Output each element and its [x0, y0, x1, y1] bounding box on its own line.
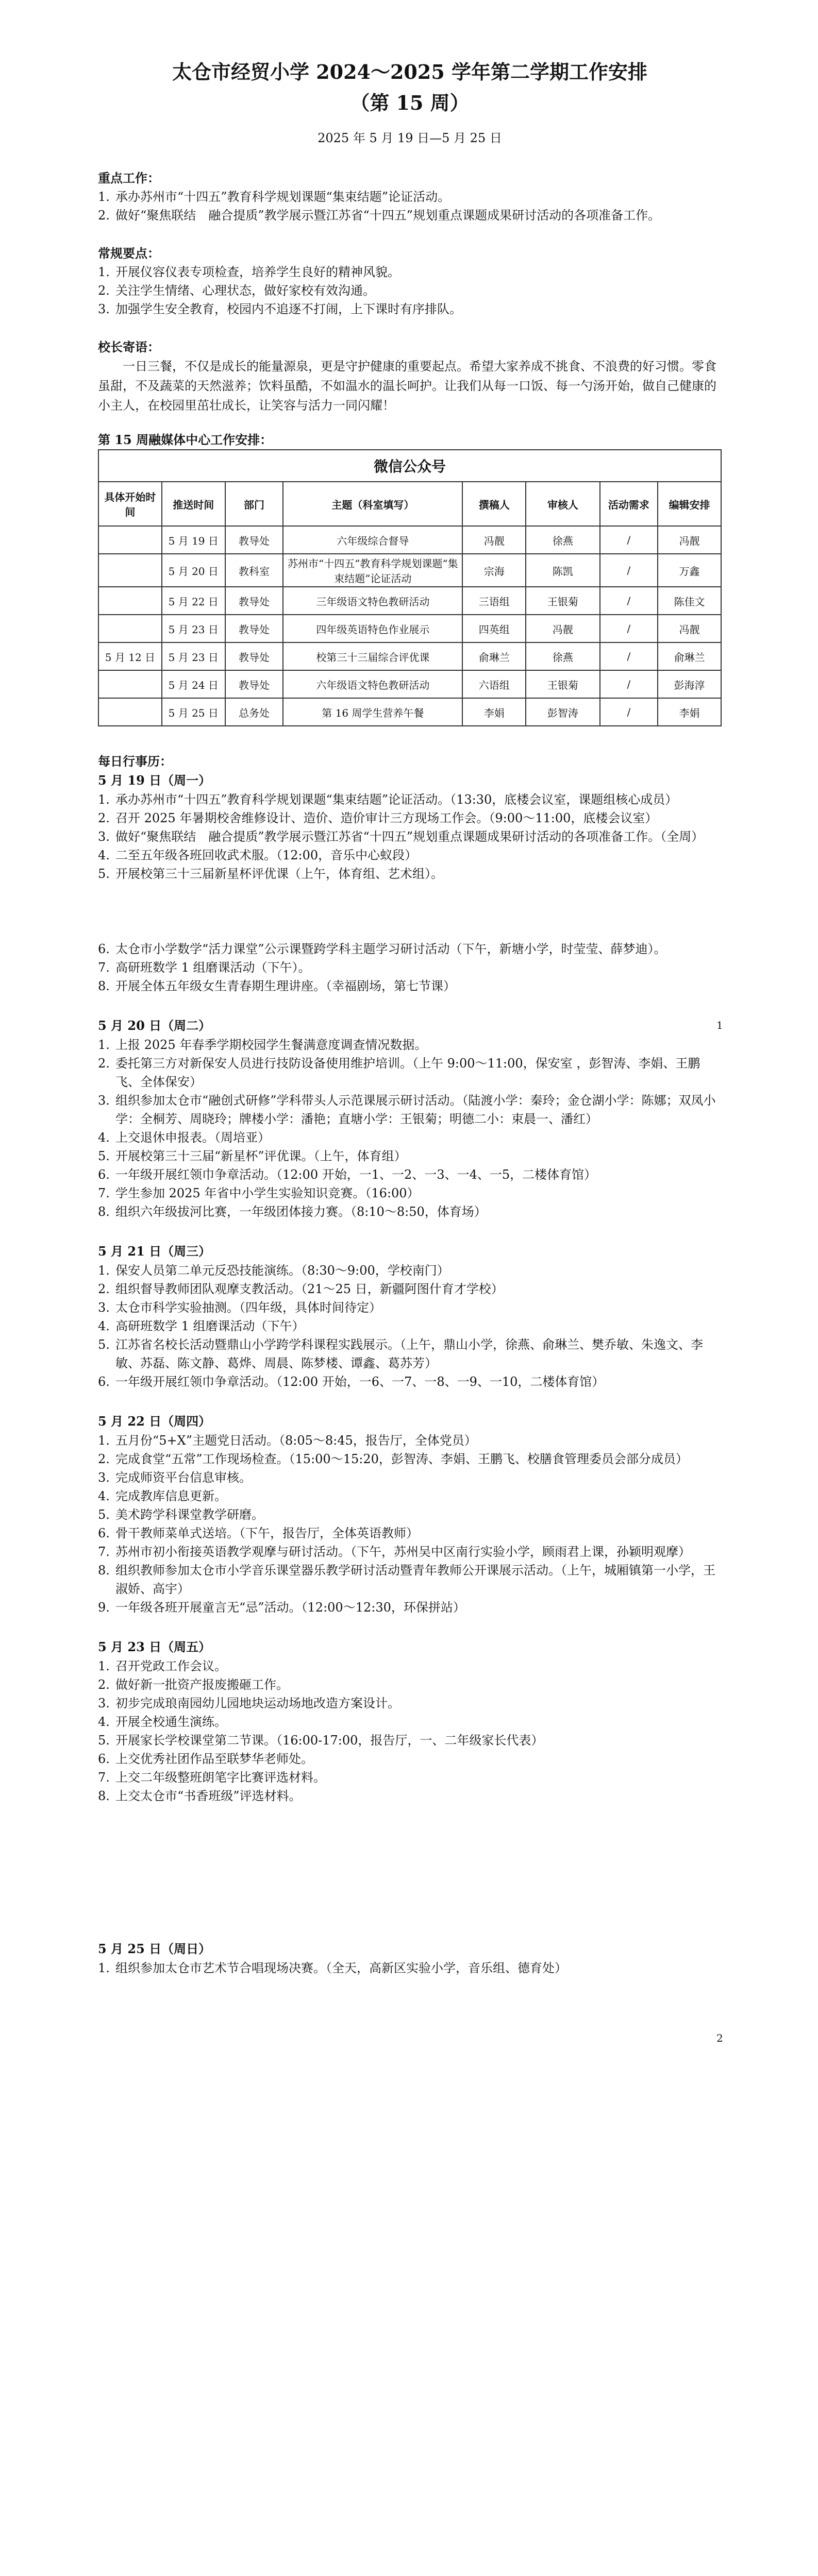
- table-cell: 教导处: [225, 670, 283, 698]
- table-cell: 三语组: [462, 587, 526, 615]
- item-text: 美术跨学科课堂教学研磨。: [115, 1507, 264, 1522]
- table-cell: /: [600, 670, 658, 698]
- list-item: [98, 263, 722, 281]
- table-cell: [98, 698, 162, 726]
- item-text: 承办苏州市“十四五”教育科学规划课题“集束结题”论证活动。（13:30，底楼会议室，课题组核心成员）: [115, 792, 678, 807]
- list-item: [98, 1524, 722, 1543]
- daily-heading: 每日行事历：: [98, 754, 172, 769]
- principal-heading: 校长寄语：: [98, 340, 160, 354]
- item-text: 开展全体五年级女生青春期生理讲座。（幸福剧场，第七节课）: [115, 979, 456, 993]
- item-text: 组织教师参加太仓市小学音乐课堂器乐教学研讨活动暨青年教师公开课展示活动。（上午，城厢镇第一小学，王淑娇、高宇）: [115, 1563, 715, 1596]
- list-item: [98, 958, 722, 977]
- table-cell: 六年级综合督导: [283, 526, 462, 554]
- column-header: 部门: [225, 482, 283, 526]
- item-number: 2.: [98, 208, 110, 223]
- table-cell: 王银菊: [526, 587, 599, 615]
- item-text: 开展校第三十三届新星杯评优课（上午，体育组、艺术组）。: [115, 867, 443, 881]
- table-cell: 冯靓: [658, 615, 721, 642]
- list-item: [98, 940, 722, 958]
- item-number: 3.: [98, 1300, 110, 1315]
- item-text: 上交优秀社团作品至联梦华老师处。: [115, 1752, 313, 1766]
- item-number: 1.: [98, 792, 110, 807]
- item-text: 一年级开展红领巾争章活动。（12:00 开始，一6、一7、一8、一9、一10，二楼体育馆）: [115, 1375, 605, 1389]
- item-number: 1.: [98, 190, 110, 204]
- item-number: 1.: [98, 265, 110, 279]
- item-text: 二至五年级各班回收武术服。（12:00，音乐中心蚁段）: [115, 848, 418, 862]
- routine-list: [98, 263, 722, 318]
- item-text: 太仓市小学数学“活力课堂”公示课暨跨学科主题学习研讨活动（下午，新塘小学，时莹莹、薛梦迪）。: [115, 942, 666, 956]
- item-text: 五月份“5+X”主题党日活动。（8:05～8:45，报告厅，全体党员）: [115, 1433, 477, 1448]
- list-item: [98, 1431, 722, 1450]
- list-item: [98, 1147, 722, 1165]
- table-cell: /: [600, 698, 658, 726]
- table-cell: 5 月 20 日: [162, 554, 225, 587]
- item-text: 上交二年级整班朗笔字比赛评选材料。: [115, 1770, 326, 1785]
- column-header: 具体开始时间: [98, 482, 162, 526]
- item-number: 2.: [98, 1677, 110, 1692]
- item-text: 加强学生安全教育，校园内不追逐不打闹，上下课时有序排队。: [115, 302, 462, 316]
- key-work-heading: 重点工作：: [98, 171, 160, 185]
- item-number: 1.: [98, 1038, 110, 1052]
- daily-calendar: [98, 771, 722, 1977]
- media-schedule-table: [98, 449, 722, 726]
- item-number: 7.: [98, 960, 110, 975]
- item-number: 5.: [98, 1149, 110, 1163]
- table-row: [98, 642, 721, 670]
- table-cell: 六年级语文特色教研活动: [283, 670, 462, 698]
- item-number: 9.: [98, 1600, 110, 1615]
- item-text: 上交退休申报表。（周培亚）: [115, 1130, 270, 1145]
- table-cell: 六语组: [462, 670, 526, 698]
- table-cell: 陈佳文: [658, 587, 721, 615]
- table-row: [98, 587, 721, 615]
- item-number: 4.: [98, 1130, 110, 1145]
- table-cell: 李娟: [658, 698, 721, 726]
- item-number: 3.: [98, 302, 110, 316]
- item-text: 苏州市初小衔接英语教学观摩与研讨活动。（下午，苏州吴中区南行实验小学，顾雨君上课，孙颖明观摩）: [115, 1545, 691, 1559]
- list-item: [98, 1280, 722, 1298]
- table-cell: 冯靓: [462, 526, 526, 554]
- table-row: [98, 526, 721, 554]
- list-item: [98, 809, 722, 827]
- item-number: 5.: [98, 1337, 110, 1352]
- item-text: 上报 2025 年春季学期校园学生餐满意度调查情况数据。: [115, 1038, 427, 1052]
- table-row: [98, 615, 721, 642]
- item-number: 8.: [98, 1205, 110, 1219]
- page-number: 1: [716, 1019, 723, 1031]
- item-number: 7.: [98, 1545, 110, 1559]
- table-cell: 万鑫: [658, 554, 721, 587]
- item-text: 做好“聚焦联结 融合提质”教学展示暨江苏省“十四五”规划重点课题成果研讨活动的各项准备工作。: [115, 208, 661, 223]
- table-cell: [98, 526, 162, 554]
- table-cell: 俞琳兰: [462, 642, 526, 670]
- table-cell: 第 16 周学生营养午餐: [283, 698, 462, 726]
- item-number: 3.: [98, 829, 110, 844]
- item-number: 3.: [98, 1470, 110, 1485]
- day-title: 5 月 19 日（周一）: [98, 773, 211, 788]
- item-text: 完成食堂“五常”工作现场检查。（15:00～15:20，彭智涛、李娟、王鹏飞、校膳食管理委员会部分成员）: [115, 1452, 688, 1466]
- list-item: [98, 206, 722, 225]
- document-page: [98, 57, 722, 1977]
- day-title: 5 月 23 日（周五）: [98, 1639, 211, 1654]
- day-title: 5 月 21 日（周三）: [98, 1244, 211, 1259]
- item-number: 5.: [98, 1507, 110, 1522]
- item-text: 太仓市科学实验抽测。（四年级，具体时间待定）: [115, 1300, 381, 1315]
- item-text: 初步完成琅南园幼儿园地块运动场地改造方案设计。: [115, 1696, 400, 1710]
- table-caption: 微信公众号: [98, 450, 721, 482]
- table-cell: 宗海: [462, 554, 526, 587]
- list-item: [98, 1298, 722, 1317]
- list-item: [98, 1713, 722, 1731]
- list-item: [98, 1317, 722, 1335]
- list-item: [98, 977, 722, 995]
- item-number: 2.: [98, 283, 110, 298]
- item-number: 6.: [98, 1526, 110, 1540]
- page-title: 太仓市经贸小学 2024～2025 学年第二学期工作安排: [172, 60, 647, 83]
- table-cell: 苏州市“十四五”教育科学规划课题“集束结题”论证活动: [283, 554, 462, 587]
- item-number: 2.: [98, 1282, 110, 1296]
- item-number: 2.: [98, 1452, 110, 1466]
- item-number: 4.: [98, 848, 110, 862]
- column-header: 主题（科室填写）: [283, 482, 462, 526]
- table-cell: [98, 670, 162, 698]
- item-text: 做好新一批资产报废搬砸工作。: [115, 1677, 289, 1692]
- list-item: [98, 1598, 722, 1617]
- item-text: 组织六年级拔河比赛，一年级团体接力赛。（8:10～8:50，体育场）: [115, 1205, 487, 1219]
- list-item: [98, 1787, 722, 1805]
- list-item: [98, 1372, 722, 1391]
- item-text: 召开党政工作会议。: [115, 1659, 227, 1673]
- item-text: 一年级各班开展童言无“忌”活动。（12:00～12:30，环保拼站）: [115, 1600, 465, 1615]
- table-cell: /: [600, 587, 658, 615]
- principal-message: 一日三餐，不仅是成长的能量源泉，更是守护健康的重要起点。希望大家养成不挑食、不浪费的好习惯。零食虽甜，不及蔬菜的天然滋养；饮料虽酷，不如温水的温长呵护。让我们从每一口饭、每一勺汤开始，做自己健康的小主人，在校园里茁壮成长，让笑容与活力一同闪耀！: [98, 359, 716, 413]
- item-text: 关注学生情绪、心理状态，做好家校有效沟通。: [115, 283, 375, 298]
- item-number: 3.: [98, 1093, 110, 1108]
- item-number: 2.: [98, 811, 110, 825]
- list-item: [98, 1261, 722, 1280]
- table-cell: 教导处: [225, 642, 283, 670]
- list-item: [98, 1468, 722, 1487]
- list-item: [98, 1091, 722, 1128]
- table-cell: 教导处: [225, 526, 283, 554]
- date-range: 2025 年 5 月 19 日—5 月 25 日: [318, 131, 502, 145]
- list-item: [98, 1543, 722, 1561]
- item-number: 4.: [98, 1715, 110, 1729]
- item-number: 8.: [98, 979, 110, 993]
- list-item: [98, 281, 722, 300]
- table-cell: 校第三十三届综合评优课: [283, 642, 462, 670]
- key-work-list: [98, 188, 722, 225]
- list-item: [98, 1959, 722, 1977]
- item-number: 7.: [98, 1186, 110, 1200]
- item-text: 召开 2025 年暑期校舍维修设计、造价、造价审计三方现场工作会。（9:00～11:00，底楼会议室）: [115, 811, 658, 825]
- week-label: （第 15 周）: [350, 91, 470, 114]
- table-cell: [98, 554, 162, 587]
- table-row: [98, 698, 721, 726]
- table-row: [98, 554, 721, 587]
- item-text: 高研班数学 1 组磨课活动（下午）: [115, 1319, 305, 1333]
- item-text: 组织参加太仓市“融创式研修”学科带头人示范课展示研讨活动。（陆渡小学：秦玲；金仓湖小学：陈娜；双凤小学：全桐芳、周晓玲；牌楼小学：潘艳；直塘小学：王银菊；明德二小：束晨一、潘红）: [115, 1093, 716, 1126]
- table-cell: 5 月 23 日: [162, 615, 225, 642]
- list-item: [98, 1750, 722, 1768]
- item-number: 7.: [98, 1770, 110, 1785]
- table-cell: 王银菊: [526, 670, 599, 698]
- table-cell: 总务处: [225, 698, 283, 726]
- list-item: [98, 1561, 722, 1598]
- day-section: [98, 1939, 722, 1977]
- day-section: [98, 1242, 722, 1391]
- item-number: 6.: [98, 942, 110, 956]
- table-cell: 彭海淳: [658, 670, 721, 698]
- item-number: 1.: [98, 1263, 110, 1278]
- list-item: [98, 1694, 722, 1713]
- list-item: [98, 865, 722, 883]
- item-number: 1.: [98, 1659, 110, 1673]
- table-cell: 5 月 24 日: [162, 670, 225, 698]
- column-header: 编辑安排: [658, 482, 721, 526]
- item-text: 上交太仓市“书香班级”评选材料。: [115, 1789, 302, 1803]
- day-section: [98, 771, 722, 883]
- item-text: 委托第三方对新保安人员进行技防设备使用维护培训。（上午 9:00～11:00，保安室 ，彭智涛、李娟、王鹏飞、全体保安）: [115, 1056, 700, 1089]
- list-item: [98, 1487, 722, 1505]
- table-cell: 李娟: [462, 698, 526, 726]
- item-text: 一年级开展红领巾争章活动。（12:00 开始，一1、一2、一3、一4、一5，二楼体育馆）: [115, 1167, 597, 1182]
- table-cell: 5 月 22 日: [162, 587, 225, 615]
- item-number: 5.: [98, 867, 110, 881]
- table-cell: /: [600, 526, 658, 554]
- table-cell: 陈凯: [526, 554, 599, 587]
- table-cell: 四英组: [462, 615, 526, 642]
- item-number: 1.: [98, 1433, 110, 1448]
- item-text: 做好“聚焦联结 融合提质”教学展示暨江苏省“十四五”规划重点课题成果研讨活动的各项准备工作。（全周）: [115, 829, 704, 844]
- column-header: 推送时间: [162, 482, 225, 526]
- list-item: [98, 300, 722, 318]
- table-cell: /: [600, 554, 658, 587]
- list-item: [98, 1657, 722, 1675]
- day-section: [98, 1412, 722, 1617]
- list-item: [98, 1450, 722, 1468]
- item-number: 4.: [98, 1319, 110, 1333]
- routine-heading: 常规要点：: [98, 246, 160, 261]
- column-header: 撰稿人: [462, 482, 526, 526]
- item-number: 6.: [98, 1752, 110, 1766]
- list-item: [98, 1202, 722, 1221]
- item-number: 6.: [98, 1375, 110, 1389]
- item-number: 2.: [98, 1056, 110, 1071]
- item-text: 完成教库信息更新。: [115, 1489, 227, 1503]
- item-text: 组织参加太仓市艺术节合唱现场决赛。（全天，高新区实验小学，音乐组、德育处）: [115, 1961, 567, 1975]
- list-item: [98, 1731, 722, 1750]
- day-title: 5 月 22 日（周四）: [98, 1414, 211, 1429]
- page-number: 2: [716, 2032, 723, 2044]
- item-number: 1.: [98, 1961, 110, 1975]
- day-section: [98, 1016, 722, 1221]
- item-text: 承办苏州市“十四五”教育科学规划课题“集束结题”论证活动。: [115, 190, 450, 204]
- column-header: 审核人: [526, 482, 599, 526]
- day-title: 5 月 20 日（周二）: [98, 1018, 211, 1033]
- list-item: [98, 846, 722, 865]
- day-section: [98, 940, 722, 995]
- item-number: 5.: [98, 1733, 110, 1748]
- item-text: 开展全校通生演练。: [115, 1715, 227, 1729]
- item-text: 学生参加 2025 年省中小学生实验知识竞赛。（16:00）: [115, 1186, 420, 1200]
- table-cell: 5 月 25 日: [162, 698, 225, 726]
- table-cell: 俞琳兰: [658, 642, 721, 670]
- item-number: 8.: [98, 1563, 110, 1578]
- table-cell: 5 月 19 日: [162, 526, 225, 554]
- item-text: 江苏省名校长活动暨鼎山小学跨学科课程实践展示。（上午，鼎山小学，徐燕、俞琳兰、樊乔敏、朱逸文、李敏、苏磊、陈文静、葛烨、周晨、陈梦楼、谭鑫、葛苏芳）: [115, 1337, 703, 1370]
- list-item: [98, 1054, 722, 1091]
- item-number: 3.: [98, 1696, 110, 1710]
- table-cell: 教导处: [225, 587, 283, 615]
- list-item: [98, 1165, 722, 1184]
- item-text: 高研班数学 1 组磨课活动（下午）。: [115, 960, 311, 975]
- list-item: [98, 1036, 722, 1054]
- item-number: 6.: [98, 1167, 110, 1182]
- table-cell: 5 月 12 日: [98, 642, 162, 670]
- table-cell: 5 月 23 日: [162, 642, 225, 670]
- table-cell: 冯靓: [658, 526, 721, 554]
- day-section: [98, 1637, 722, 1805]
- list-item: [98, 1505, 722, 1524]
- item-text: 组织督导教师团队观摩支教活动。（21～25 日，新疆阿图什育才学校）: [115, 1282, 504, 1296]
- item-number: 8.: [98, 1789, 110, 1803]
- list-item: [98, 1128, 722, 1147]
- table-cell: 四年级英语特色作业展示: [283, 615, 462, 642]
- table-cell: 彭智涛: [526, 698, 599, 726]
- item-number: 4.: [98, 1489, 110, 1503]
- table-cell: 徐燕: [526, 526, 599, 554]
- media-heading: 第 15 周融媒体中心工作安排：: [98, 432, 273, 447]
- list-item: [98, 790, 722, 809]
- item-text: 开展校第三十三届“新星杯”评优课。（上午，体育组）: [115, 1149, 407, 1163]
- table-cell: 教科室: [225, 554, 283, 587]
- list-item: [98, 1335, 722, 1372]
- list-item: [98, 1675, 722, 1694]
- table-cell: 徐燕: [526, 642, 599, 670]
- table-header-row: [98, 482, 721, 526]
- list-item: [98, 1768, 722, 1787]
- table-body: [98, 526, 721, 726]
- item-text: 完成师资平台信息审核。: [115, 1470, 252, 1485]
- table-cell: 冯靓: [526, 615, 599, 642]
- list-item: [98, 1184, 722, 1202]
- list-item: [98, 188, 722, 206]
- table-cell: 三年级语文特色教研活动: [283, 587, 462, 615]
- table-cell: [98, 587, 162, 615]
- table-row: [98, 670, 721, 698]
- item-text: 开展家长学校课堂第二节课。（16:00-17:00，报告厅，一、二年级家长代表）: [115, 1733, 544, 1748]
- item-text: 保安人员第二单元反恐技能演练。（8:30～9:00，学校南门）: [115, 1263, 449, 1278]
- table-cell: /: [600, 615, 658, 642]
- item-text: 骨干教师菜单式送培。（下午，报告厅，全体英语教师）: [115, 1526, 419, 1540]
- table-cell: /: [600, 642, 658, 670]
- column-header: 活动需求: [600, 482, 658, 526]
- day-title: 5 月 25 日（周日）: [98, 1941, 211, 1956]
- table-cell: [98, 615, 162, 642]
- list-item: [98, 827, 722, 846]
- table-cell: 教导处: [225, 615, 283, 642]
- item-text: 开展仪容仪表专项检查，培养学生良好的精神风貌。: [115, 265, 400, 279]
